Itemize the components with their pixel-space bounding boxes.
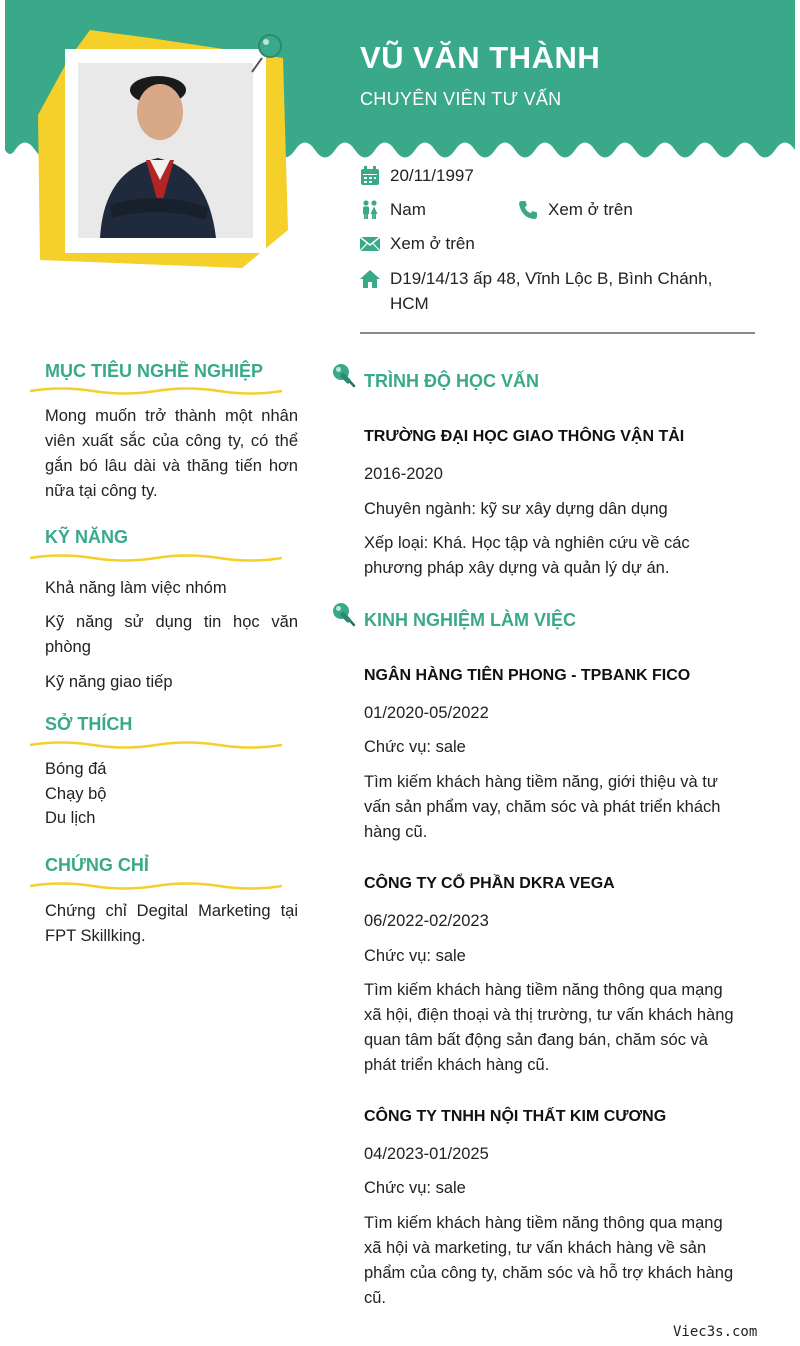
job-title: CHUYÊN VIÊN TƯ VẤN <box>360 89 562 109</box>
certificates-underline <box>30 881 282 891</box>
pushpin-icon <box>330 362 356 388</box>
hobbies-underline <box>30 740 282 750</box>
certificates-text: Chứng chỉ Degital Marketing tại FPT Skillking. <box>45 902 298 945</box>
home-icon <box>360 269 380 289</box>
photo-frame <box>30 20 320 280</box>
address-line-1: D19/14/13 ấp 48, Vĩnh Lộc B, Bình Chánh, <box>390 269 713 288</box>
education-period: 2016-2020 <box>364 465 443 483</box>
job-period: 06/2022-02/2023 <box>364 912 489 930</box>
job-description: Tìm kiếm khách hàng tiềm năng thông qua mạng xã hội và marketing, tư vấn khách hàng về sản phẩm của công ty, chăm sóc và hỗ trợ khách hàng cũ. <box>364 1214 734 1307</box>
avatar <box>78 63 253 238</box>
candidate-name: VŨ VĂN THÀNH <box>360 40 601 75</box>
mail-icon <box>360 234 380 254</box>
skill-item: Kỹ năng giao tiếp <box>45 673 173 691</box>
footer-brand: Viec3s.com <box>673 1324 758 1340</box>
certificates-title: CHỨNG CHỈ <box>45 855 149 875</box>
job-company: CÔNG TY TNHH NỘI THẤT KIM CƯƠNG <box>364 1108 667 1125</box>
pushpin-icon <box>330 601 356 627</box>
address-line-2: HCM <box>390 294 429 313</box>
job-position: Chức vụ: sale <box>364 1179 466 1197</box>
objective-text: Mong muốn trở thành một nhân viên xuất sắc của công ty, có thể gắn bó lâu dài và thăng tiến hơn nữa tại công ty. <box>45 407 298 500</box>
job-period: 04/2023-01/2025 <box>364 1145 489 1163</box>
education-major: Chuyên ngành: kỹ sư xây dựng dân dụng <box>364 500 668 518</box>
gender-value: Nam <box>390 200 426 219</box>
skill-item: Khả năng làm việc nhóm <box>45 579 227 597</box>
phone-icon <box>518 200 538 220</box>
job-company: NGÂN HÀNG TIÊN PHONG - TPBANK FICO <box>364 667 691 684</box>
job-period: 01/2020-05/2022 <box>364 704 489 722</box>
email-value: Xem ở trên <box>390 234 475 253</box>
skills-title: KỸ NĂNG <box>45 527 129 547</box>
experience-title: KINH NGHIỆM LÀM VIỆC <box>364 610 577 630</box>
job-company: CÔNG TY CỔ PHẦN DKRA VEGA <box>364 875 615 892</box>
objective-title: MỤC TIÊU NGHỀ NGHIỆP <box>45 361 264 381</box>
education-rank: Xếp loại: Khá. Học tập và nghiên cứu về các phương pháp xây dựng và quản lý dự án. <box>364 534 690 577</box>
phone-value: Xem ở trên <box>548 200 633 219</box>
gender-icon <box>360 200 380 220</box>
skills-underline <box>30 553 282 563</box>
objective-underline <box>30 386 282 396</box>
job-description: Tìm kiếm khách hàng tiềm năng thông qua mạng xã hội, điện thoại và thị trường, tư vấn khách hàng quan tâm bất động sản đang bán, chăm sóc và phát triển khách hàng cũ. <box>364 981 734 1074</box>
skill-item: Kỹ năng sử dụng tin học văn phòng <box>45 613 298 656</box>
calendar-icon <box>360 166 380 186</box>
birthday-value: 20/11/1997 <box>390 166 474 185</box>
job-position: Chức vụ: sale <box>364 947 466 965</box>
education-title: TRÌNH ĐỘ HỌC VẤN <box>364 371 539 391</box>
hobby-item: Chạy bộ <box>45 785 107 803</box>
hobbies-title: SỞ THÍCH <box>45 714 133 734</box>
job-position: Chức vụ: sale <box>364 738 466 756</box>
job-description: Tìm kiếm khách hàng tiềm năng, giới thiệu và tư vấn sản phẩm vay, chăm sóc và phát triển khách hàng cũ. <box>364 773 721 841</box>
hobby-item: Du lịch <box>45 809 96 827</box>
hobby-item: Bóng đá <box>45 760 107 778</box>
info-divider <box>360 332 755 334</box>
education-school: TRƯỜNG ĐẠI HỌC GIAO THÔNG VẬN TẢI <box>364 428 685 445</box>
